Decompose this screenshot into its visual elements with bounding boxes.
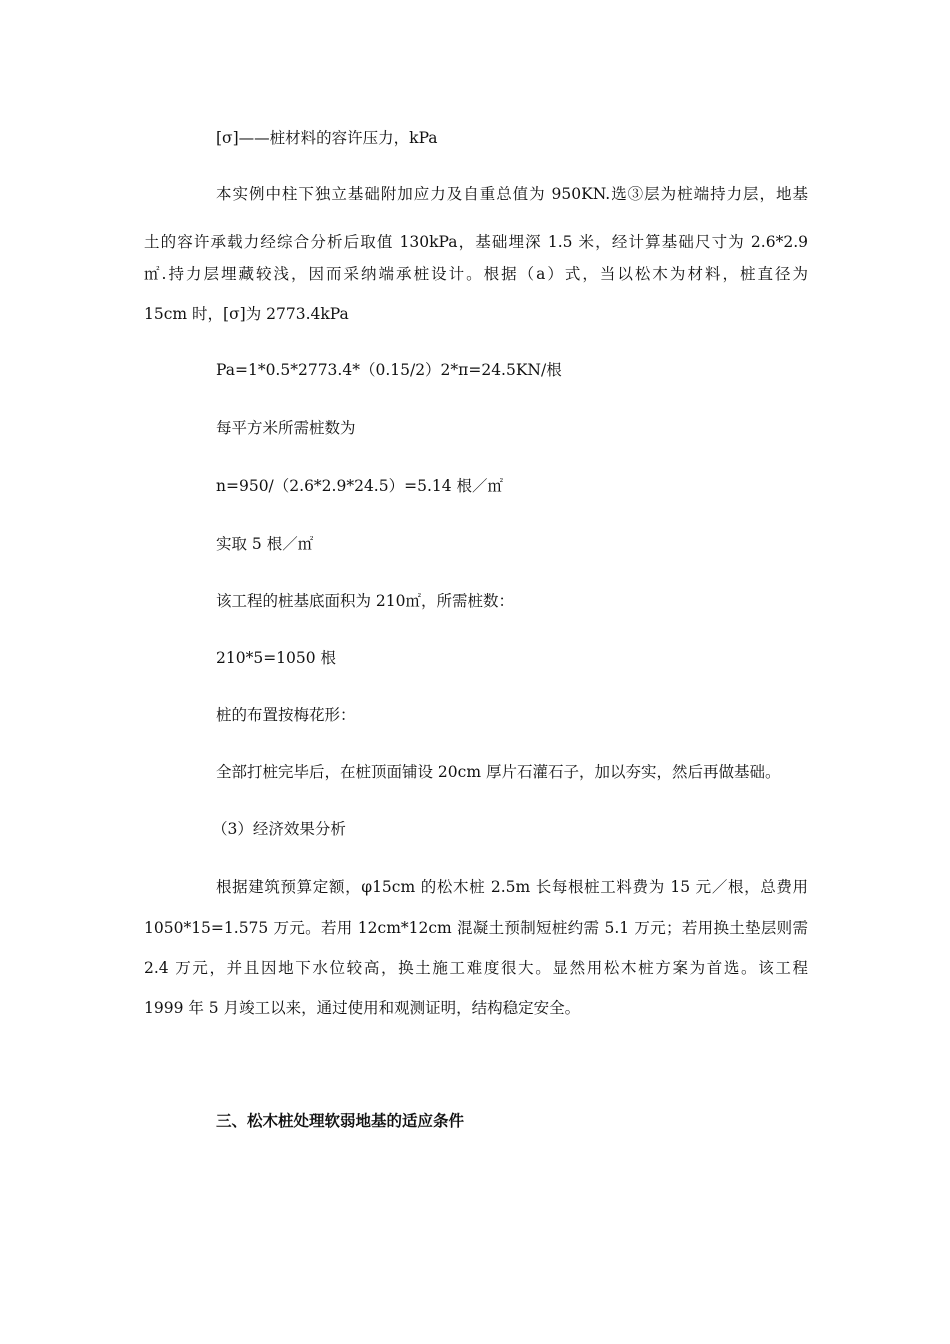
actual-take-line: 实取 5 根／㎡ (216, 535, 314, 553)
paragraph-line: 1999 年 5 月竣工以来，通过使用和观测证明，结构稳定安全。 (144, 999, 581, 1017)
per-sqm-label: 每平方米所需桩数为 (216, 419, 356, 437)
formula-pa: Pa=1*0.5*2773.4*（0.15/2）2*π=24.5KN/根 (216, 361, 562, 379)
after-piling-line: 全部打桩完毕后，在桩顶面铺设 20cm 厚片石灌石子，加以夯实，然后再做基础。 (216, 763, 781, 781)
formula-n: n=950/（2.6*2.9*24.5）=5.14 根／㎡ (216, 477, 504, 495)
paragraph-line: 土的容许承载力经综合分析后取值 130kPa，基础埋深 1.5 米，经计算基础尺寸为 2.6*2.9 (144, 233, 808, 251)
paragraph-line: 1050*15=1.575 万元。若用 12cm*12cm 混凝土预制短桩约需 5.1 万元；若用换土垫层则需 (144, 919, 808, 937)
area-text-line: 该工程的桩基底面积为 210㎡，所需桩数： (216, 592, 515, 610)
paragraph-line: ㎡.持力层埋藏较浅，因而采纳端承桩设计。根据（a）式，当以松木为材料，桩直径为 (144, 265, 808, 283)
paragraph-line: 本实例中柱下独立基础附加应力及自重总值为 950KN.选③层为桩端持力层，地基 (216, 185, 808, 203)
section-title: （3）经济效果分析 (212, 820, 346, 838)
chapter-heading: 三、松木桩处理软弱地基的适应条件 (216, 1112, 465, 1130)
paragraph-line: 根据建筑预算定额，φ15cm 的松木桩 2.5m 长每根桩工料费为 15 元／根，总费用 (216, 878, 808, 896)
sigma-definition-line: [σ]——桩材料的容许压力，kPa (216, 129, 438, 147)
paragraph-line: 15cm 时，[σ]为 2773.4kPa (144, 305, 349, 323)
total-piles-line: 210*5=1050 根 (216, 649, 337, 667)
layout-text-line: 桩的布置按梅花形： (216, 706, 356, 724)
paragraph-line: 2.4 万元，并且因地下水位较高，换土施工难度很大。显然用松木桩方案为首选。该工程 (144, 959, 808, 977)
